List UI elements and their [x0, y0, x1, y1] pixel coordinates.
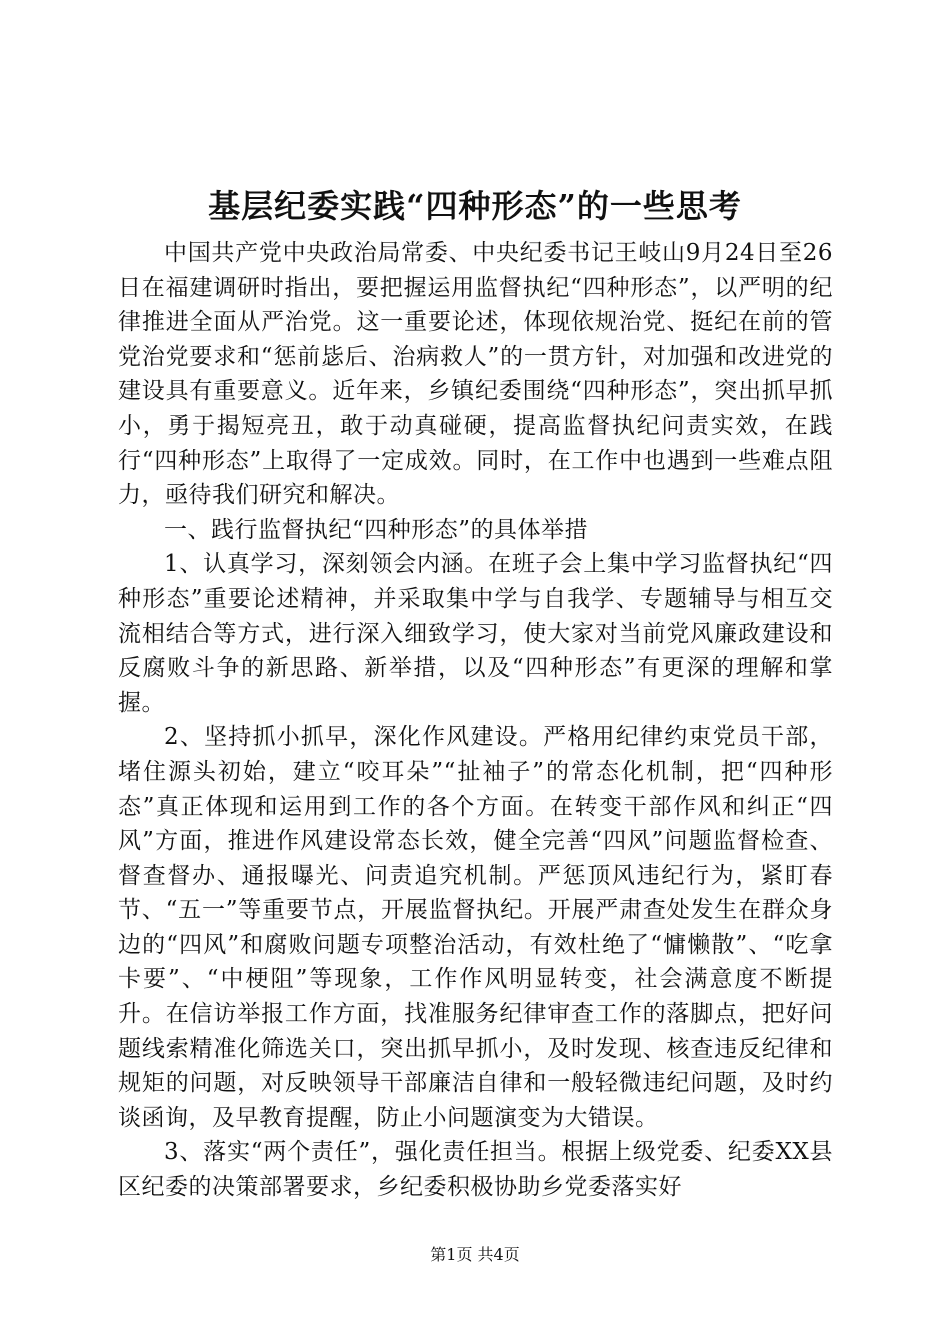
- paragraph-item-2: 2、坚持抓小抓早，深化作风建设。严格用纪律约束党员干部，堵住源头初始，建立“咬耳朵”“扯袖子”的常态化机制，把“四种形态”真正体现和运用到工作的各个方面。在转变干部作风和纠正“四风”方面，推进作风建设常态长效，健全完善“四风”问题监督检查、督查督办、通报曝光、问责追究机制。严惩顶风违纪行为，紧盯春节、“五一”等重要节点，开展监督执纪。开展严肃查处发生在群众身边的“四风”和腐败问题专项整治活动，有效杜绝了“慵懒散”、“吃拿卡要”、“中梗阻”等现象，工作作风明显转变，社会满意度不断提升。在信访举报工作方面，找准服务纪律审查工作的落脚点，把好问题线索精准化筛选关口，突出抓早抓小，及时发现、核查违反纪律和规矩的问题，对反映领导干部廉洁自律和一般轻微违纪问题，及时约谈函询，及早教育提醒，防止小问题演变为大错误。: [118, 724, 833, 1131]
- section-heading-1: 一、践行监督执纪“四种形态”的具体举措: [164, 516, 589, 543]
- paragraph-item-1: 1、认真学习，深刻领会内涵。在班子会上集中学习监督执纪“四种形态”重要论述精神，并采取集中学与自我学、专题辅导与相互交流相结合等方式，进行深入细致学习，使大家对当前党风廉政建设和反腐败斗争的新思路、新举措，以及“四种形态”有更深的理解和掌握。: [118, 551, 833, 716]
- paragraph-item-3: 3、落实“两个责任”，强化责任担当。根据上级党委、纪委XX县区纪委的决策部署要求，乡纪委积极协助乡党委落实好: [118, 1139, 833, 1201]
- document-body: [118, 236, 833, 1205]
- page-number-footer: 第1页 共4页: [430, 1245, 520, 1264]
- page-title: 基层纪委实践“四种形态”的一些思考: [208, 187, 742, 225]
- paragraph-intro: 中国共产党中央政治局常委、中央纪委书记王岐山9月24日至26日在福建调研时指出，要把握运用监督执纪“四种形态”，以严明的纪律推进全面从严治党。这一重要论述，体现依规治党、挺纪在前的管党治党要求和“惩前毖后、治病救人”的一贯方针，对加强和改进党的建设具有重要意义。近年来，乡镇纪委围绕“四种形态”，突出抓早抓小，勇于揭短亮丑，敢于动真碰硬，提高监督执纪问责实效，在践行“四种形态”上取得了一定成效。同时，在工作中也遇到一些难点阻力，亟待我们研究和解决。: [118, 240, 833, 509]
